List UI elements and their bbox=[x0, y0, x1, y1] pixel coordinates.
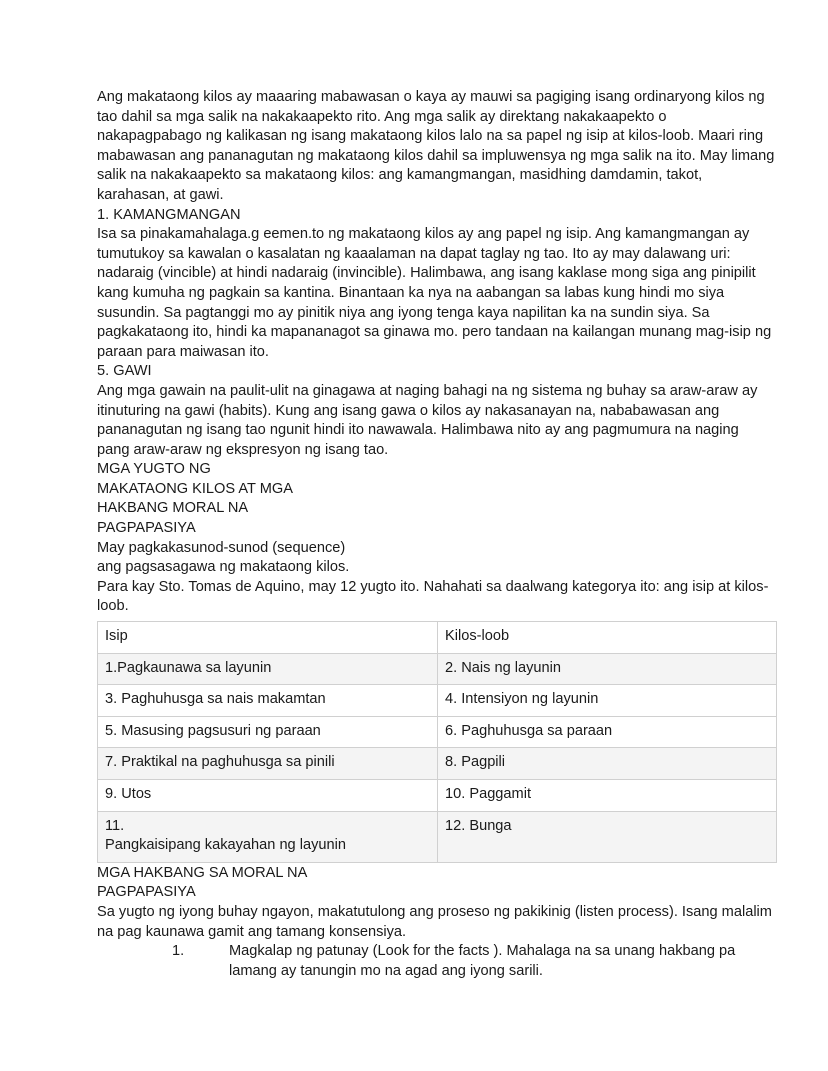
heading-kamangmangan: 1. KAMANGMANGAN bbox=[97, 206, 241, 223]
table-cell-isip bbox=[98, 811, 438, 862]
sequence-line-1: May pagkakasunod-sunod (sequence) bbox=[97, 539, 346, 556]
paragraph-kamangmangan: Isa sa pinakamahalaga.g eemen.to ng makataong kilos ay ang papel ng isip. Ang kamangmangan ay tumutukoy sa kawalan o kasalatan ng kaaalaman na dapat taglay ng tao. Ito ay may dalawang uri: nadaraig (vincible) at hindi nadaraig (invincible). Halimbawa, ang isang kaklase mong siga ang pinipilit kang kumuha ng pagkain sa kantina. Binantaan ka nya na aabangan sa labas kung hindi mo siya susundin. Sa pagtanggi mo ay pinitik niya ang iyong tenga kaya napilitan ka na sundin siya. Sa pagkakataong ito, hindi ka mapananagot sa ginawa mo. pero tandaan na kailangan munang mag-isip ng paraan para maiwasan ito. bbox=[97, 226, 772, 360]
table-row bbox=[98, 748, 777, 780]
list-item bbox=[97, 942, 775, 981]
list-item-text: Magkalap ng patunay (Look for the facts ). Mahalaga na sa unang hakbang pa lamang ay tanungin mo na agad ang iyong sarili. bbox=[229, 943, 736, 979]
document-body bbox=[97, 88, 775, 981]
table-cell-kilos-loob: 6. Paghuhusga sa paraan bbox=[438, 716, 777, 748]
table-cell-kilos-loob: 2. Nais ng layunin bbox=[438, 653, 777, 685]
steps-list bbox=[97, 942, 775, 981]
table-row bbox=[98, 780, 777, 812]
yugto-table bbox=[97, 621, 777, 863]
table-cell-isip: 1.Pagkaunawa sa layunin bbox=[98, 653, 438, 685]
table-cell-kilos-loob: 12. Bunga bbox=[438, 811, 777, 862]
table-header-row bbox=[98, 622, 777, 654]
list-item-marker: 1. bbox=[172, 943, 185, 960]
paragraph-intro: Ang makataong kilos ay maaaring mabawasan o kaya ay mauwi sa pagiging isang ordinaryong kilos ng tao dahil sa mga salik na nakakaapekto rito. Ang mga salik ay direktang nakakaapekto o nakapagpabago ng kalikasan ng isang makataong kilos lalo na sa papel ng isip at kilos-loob. Maari ring mabawasan ang pananagutan ng makataong kilos dahil sa impluwensya ng mga salik na ito. May limang salik na nakakaapekto sa makataong kilos: ang kamangmangan, masidhing damdamin, takot, karahasan, at gawi. bbox=[97, 89, 775, 203]
table-header-kilos-loob: Kilos-loob bbox=[438, 622, 777, 654]
table-cell-isip: 5. Masusing pagsusuri ng paraan bbox=[98, 716, 438, 748]
table-cell-isip: 9. Utos bbox=[98, 780, 438, 812]
section-title-line-4: PAGPAPASIYA bbox=[97, 520, 196, 537]
table-cell-kilos-loob: 4. Intensiyon ng layunin bbox=[438, 685, 777, 717]
table-cell-kilos-loob: 8. Pagpili bbox=[438, 748, 777, 780]
table-cell-isip: 3. Paghuhusga sa nais makamtan bbox=[98, 685, 438, 717]
table-row bbox=[98, 653, 777, 685]
sequence-line-2: ang pagsasagawa ng makataong kilos. bbox=[97, 559, 350, 576]
hakbang-title-line-2: PAGPAPASIYA bbox=[97, 884, 196, 901]
heading-gawi: 5. GAWI bbox=[97, 363, 152, 380]
table-row bbox=[98, 811, 777, 862]
section-title-line-2: MAKATAONG KILOS AT MGA bbox=[97, 480, 293, 497]
table-cell-kilos-loob: 10. Paggamit bbox=[438, 780, 777, 812]
table-row bbox=[98, 716, 777, 748]
paragraph-aquino: Para kay Sto. Tomas de Aquino, may 12 yugto ito. Nahahati sa daalwang kategorya ito: ang isip at kilos-loob. bbox=[97, 578, 769, 615]
table-cell-isip-line-1: 11. bbox=[105, 817, 125, 834]
table-cell-isip: 7. Praktikal na paghuhusga sa pinili bbox=[98, 748, 438, 780]
hakbang-title-line-1: MGA HAKBANG SA MORAL NA bbox=[97, 864, 308, 881]
section-title-line-3: HAKBANG MORAL NA bbox=[97, 500, 249, 517]
table-header-isip: Isip bbox=[98, 622, 438, 654]
table-row bbox=[98, 685, 777, 717]
paragraph-hakbang-intro: Sa yugto ng iyong buhay ngayon, makatutulong ang proseso ng pakikinig (listen process). Isang malalim na pag kaunawa gamit ang tamang konsensiya. bbox=[97, 903, 772, 940]
paragraph-gawi: Ang mga gawain na paulit-ulit na ginagawa at naging bahagi na ng sistema ng buhay sa araw-araw ay itinuturing na gawi (habits). Kung ang isang gawa o kilos ay nakasanayan na, nababawasan ang pananagutan ng isang tao ngunit hindi ito nawawala. Halimbawa nito ay ang pagmumura na naging pang araw-araw ng ekspresyon ng isang tao. bbox=[97, 382, 758, 458]
section-title-line-1: MGA YUGTO NG bbox=[97, 461, 211, 478]
table-cell-isip-line-2: Pangkaisipang kakayahan ng layunin bbox=[105, 837, 346, 854]
